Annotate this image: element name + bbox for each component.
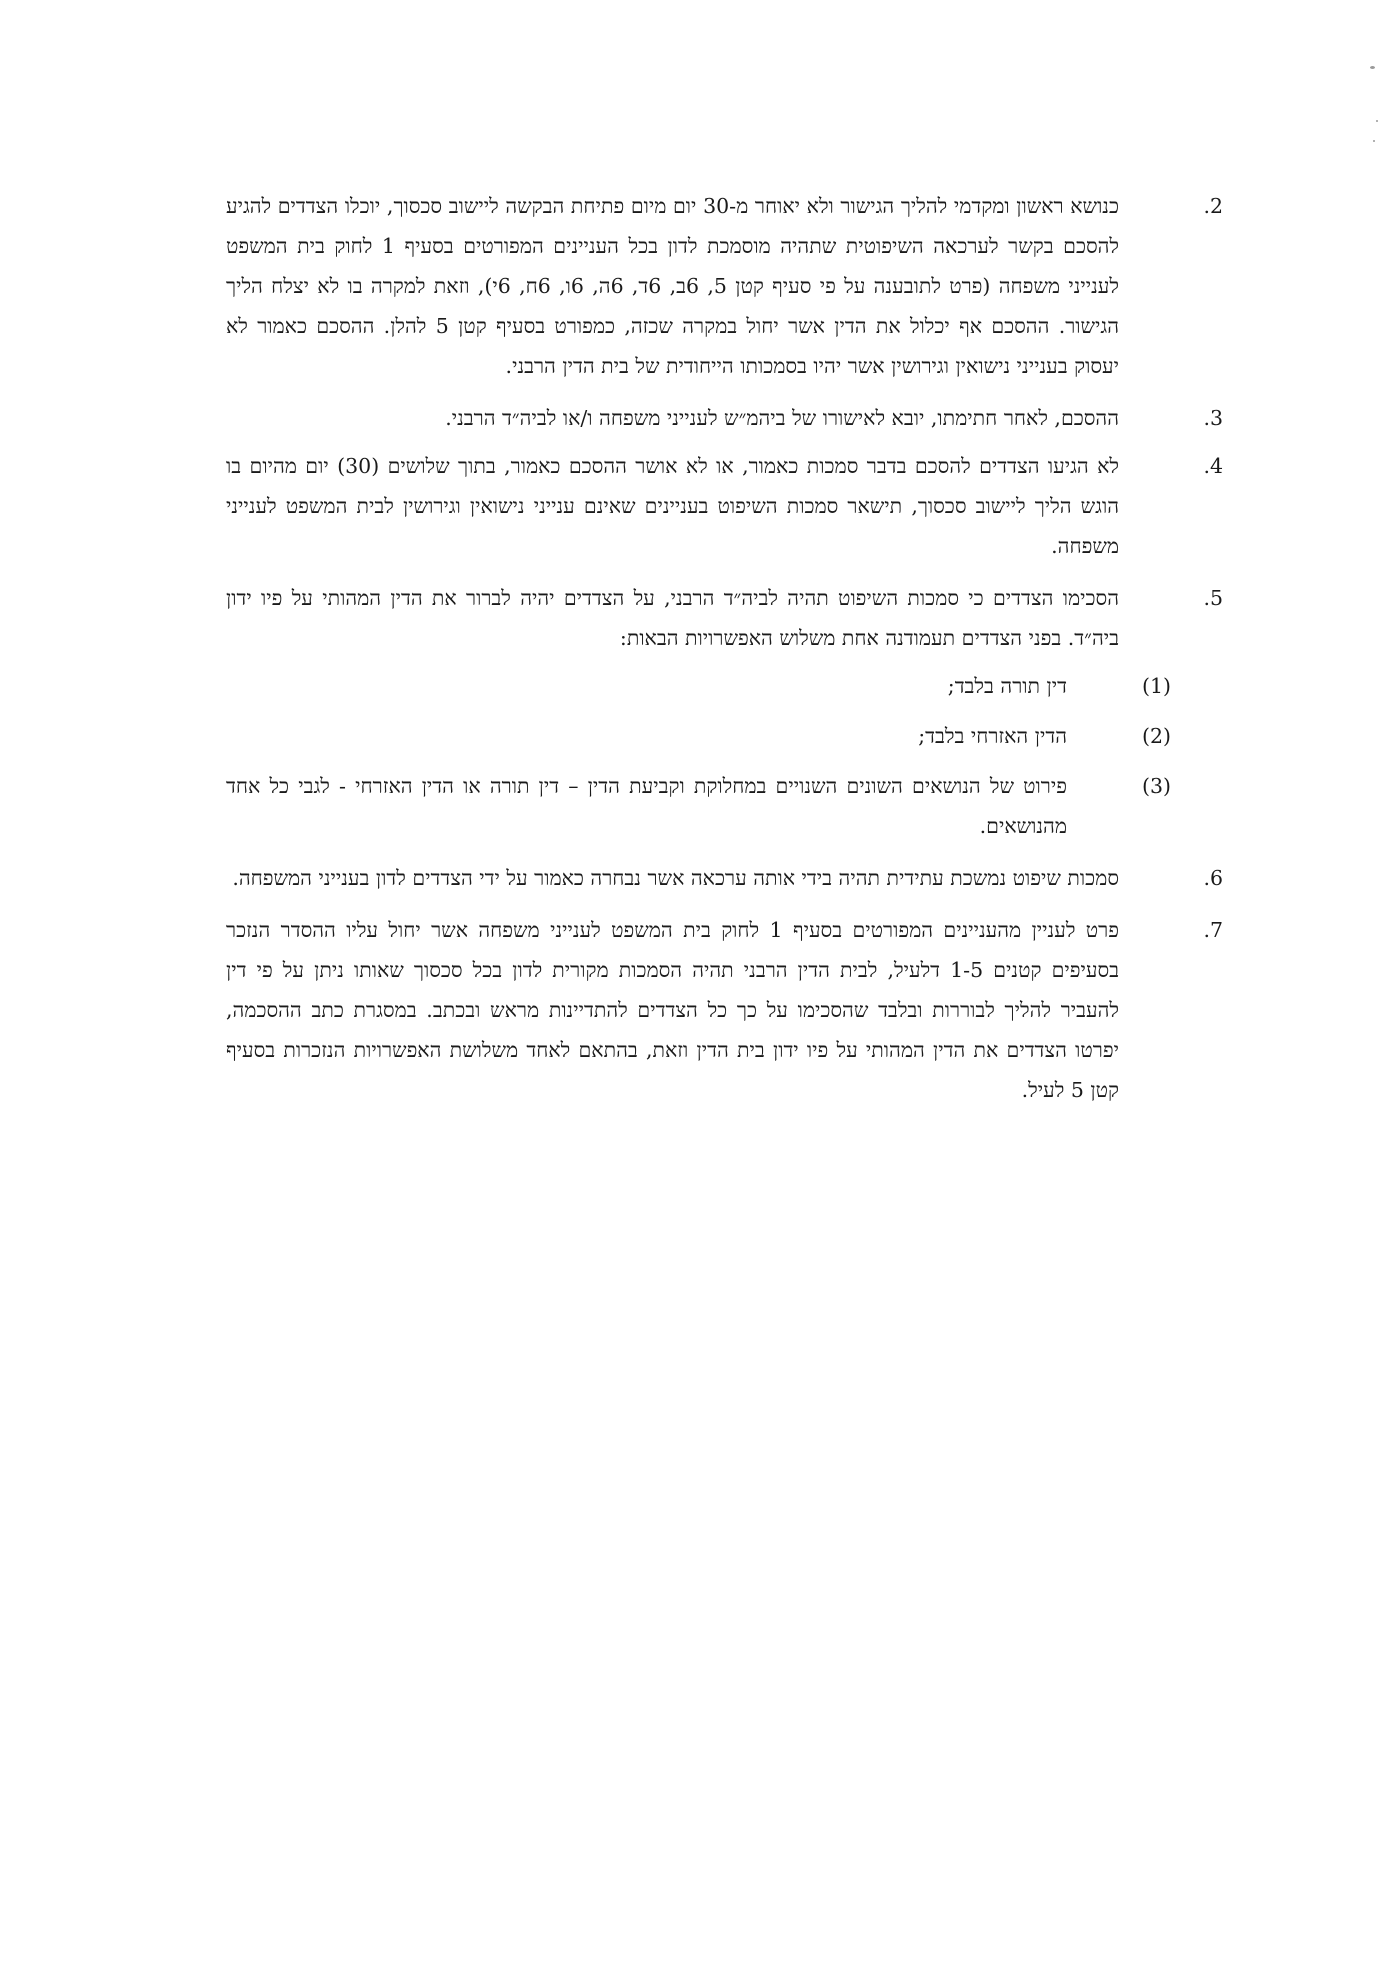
clause-text: הסכימו הצדדים כי סמכות השיפוט תהיה לביה״ד הרבני, על הצדדים יהיה לברור את הדין המהותי על פיו ידון ביה״ד. בפני הצדדים תעמודנה אחת משלוש האפשרויות הבאות:	[226, 586, 1119, 650]
scan-speck	[1370, 66, 1375, 69]
clause-4	[226, 446, 1223, 566]
option-text: דין תורה בלבד;	[947, 674, 1067, 698]
law-option-2	[226, 716, 1171, 756]
clause-3	[226, 398, 1223, 438]
clause-2	[226, 186, 1223, 386]
clause-6	[226, 858, 1223, 898]
option-number: (1)	[1141, 674, 1171, 698]
clause-number: .4	[1203, 454, 1223, 478]
law-option-1	[226, 666, 1171, 706]
scan-speck	[1376, 120, 1378, 122]
clause-number: .2	[1203, 194, 1223, 218]
clause-number: .5	[1203, 586, 1223, 610]
clause-5	[226, 578, 1223, 846]
option-text: פירוט של הנושאים השונים השנויים במחלוקת וקביעת הדין – דין תורה או הדין האזרחי - לגבי כל אחד מהנושאים.	[226, 774, 1067, 838]
clause-number: .3	[1203, 406, 1223, 430]
document-body	[226, 186, 1223, 1122]
law-option-3	[226, 766, 1171, 846]
clause-text: לא הגיעו הצדדים להסכם בדבר סמכות כאמור, או לא אושר ההסכם כאמור, בתוך שלושים (30) יום מהיום בו הוגש הליך ליישוב סכסוך, תישאר סמכות השיפוט בעניינים שאינם ענייני נישואין וגירושין לבית המשפט לענייני משפחה.	[226, 454, 1119, 558]
clause-number: .6	[1203, 866, 1223, 890]
option-number: (3)	[1141, 774, 1171, 798]
scan-speck	[1373, 140, 1375, 142]
clause-text: כנושא ראשון ומקדמי להליך הגישור ולא יאוחר מ-30 יום מיום פתיחת הבקשה ליישוב סכסוך, יוכלו הצדדים להגיע להסכם בקשר לערכאה השיפוטית שתהיה מוסמכת לדון בכל העניינים המפורטים בסעיף 1 לחוק בית המשפט לענייני משפחה (פרט לתובענה על פי סעיף קטן 5, 6ב, 6ד, 6ה, 6ו, 6ח, 6י), וזאת למקרה בו לא יצלח הליך הגישור. ההסכם אף יכלול את הדין אשר יחול במקרה שכזה, כמפורט בסעיף קטן 5 להלן. ההסכם כאמור לא יעסוק בענייני נישואין וגירושין אשר יהיו בסמכותו הייחודית של בית הדין הרבני.	[226, 194, 1120, 378]
law-options-list	[226, 666, 1171, 846]
clause-text: ההסכם, לאחר חתימתו, יובא לאישורו של ביהמ״ש לענייני משפחה ו/או לביה״ד הרבני.	[445, 406, 1119, 430]
clause-text: סמכות שיפוט נמשכת עתידית תהיה בידי אותה ערכאה אשר נבחרה כאמור על ידי הצדדים לדון בענייני המשפחה.	[232, 866, 1119, 890]
option-number: (2)	[1141, 724, 1171, 748]
clause-text: פרט לעניין מהעניינים המפורטים בסעיף 1 לחוק בית המשפט לענייני משפחה אשר יחול עליו ההסדר הנזכר בסעיפים קטנים 1-5 דלעיל, לבית הדין הרבני תהיה הסמכות מקורית לדון בכל סכסוך שאותו ניתן על פי דין להעביר להליך לבוררות ובלבד שהסכימו על כך כל הצדדים להתדיינות מראש ובכתב. במסגרת כתב ההסכמה, יפרטו הצדדים את הדין המהותי על פיו ידון בית הדין וזאת, בהתאם לאחד משלושת האפשרויות הנזכרות בסעיף קטן 5 לעיל.	[226, 918, 1119, 1102]
clause-number: .7	[1203, 918, 1223, 942]
clause-7	[226, 910, 1223, 1110]
option-text: הדין האזרחי בלבד;	[918, 724, 1067, 748]
